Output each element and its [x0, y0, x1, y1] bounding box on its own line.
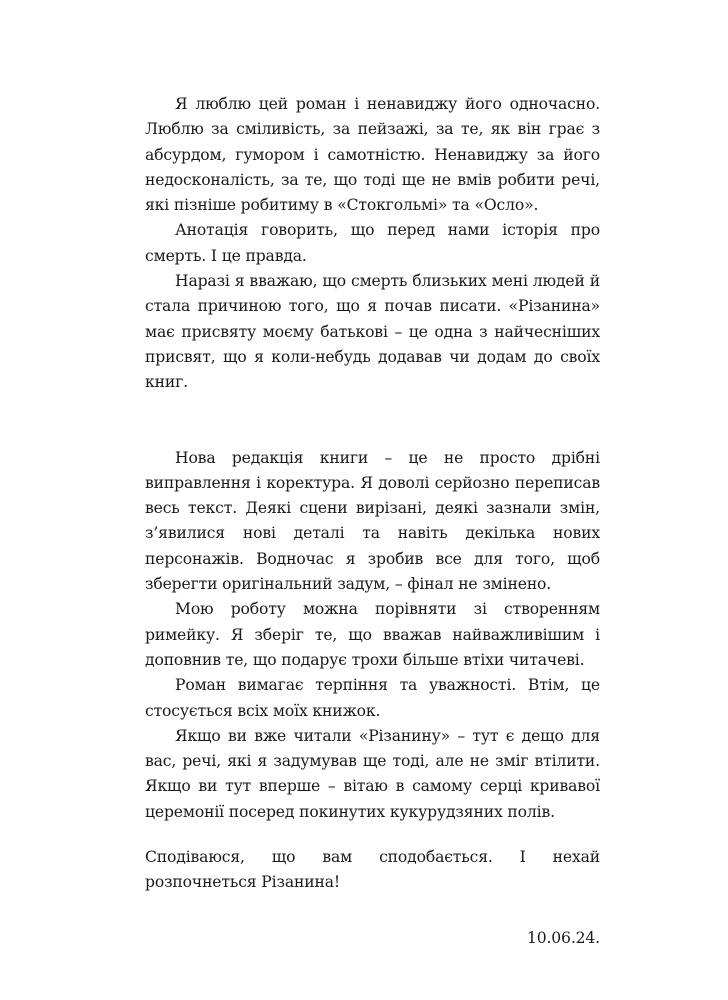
- paragraph: Наразі я вважаю, що смерть близьких мені людей й стала причиною того, що я почав писати. «Різанина» має присвяту моєму батькові – це одна з найчесніших присвят, що я коли-небудь додавав чи додам до своїх книг.: [145, 272, 600, 392]
- date: 10.06.24.: [526, 928, 600, 947]
- closing-line: Сподіваюся, що вам сподобається. І нехай розпочнеться Різанина!: [145, 848, 600, 892]
- paragraph: Анотація говорить, що перед нами історія про смерть. І це правда.: [145, 221, 600, 265]
- section-gap: [145, 825, 600, 845]
- paragraph: Я люблю цей роман і ненавиджу його одночасно. Люблю за сміливість, за пейзажі, за те, як він грає з абсурдом, гумором і самотністю. Ненавиджу за його недосконалість, за те, що тоді ще не вмів робити речі, які пізніше робитиму в «Стокгольмі» та «Осло».: [145, 95, 600, 215]
- paragraph: Нова редакція книги – це не просто дрібні виправлення і коректура. Я доволі серйозно переписав весь текст. Деякі сцени вирізані, деякі зазнали змін, з’явилися нові деталі та навіть декілька нових персонажів. Водночас я зробив все для того, щоб зберегти оригінальний задум, – фінал не змінено.: [145, 448, 600, 594]
- page-body: [145, 92, 600, 951]
- section-2: [145, 446, 600, 825]
- section-1: [145, 92, 600, 396]
- paragraph: Роман вимагає терпіння та уважності. Втім, це стосується всіх моїх книжок.: [145, 676, 600, 720]
- paragraph: Мою роботу можна порівняти зі створенням римейку. Я зберіг те, що вважав найважливішим і доповнив те, що подарує трохи більше втіхи читачеві.: [145, 600, 600, 669]
- section-gap: [145, 396, 600, 446]
- paragraph: Якщо ви вже читали «Різанину» – тут є дещо для вас, речі, які я задумував ще тоді, але не зміг втілити. Якщо ви тут вперше – вітаю в самому серці кривавої церемонії посеред покинутих кукурудзяних полів.: [145, 726, 600, 821]
